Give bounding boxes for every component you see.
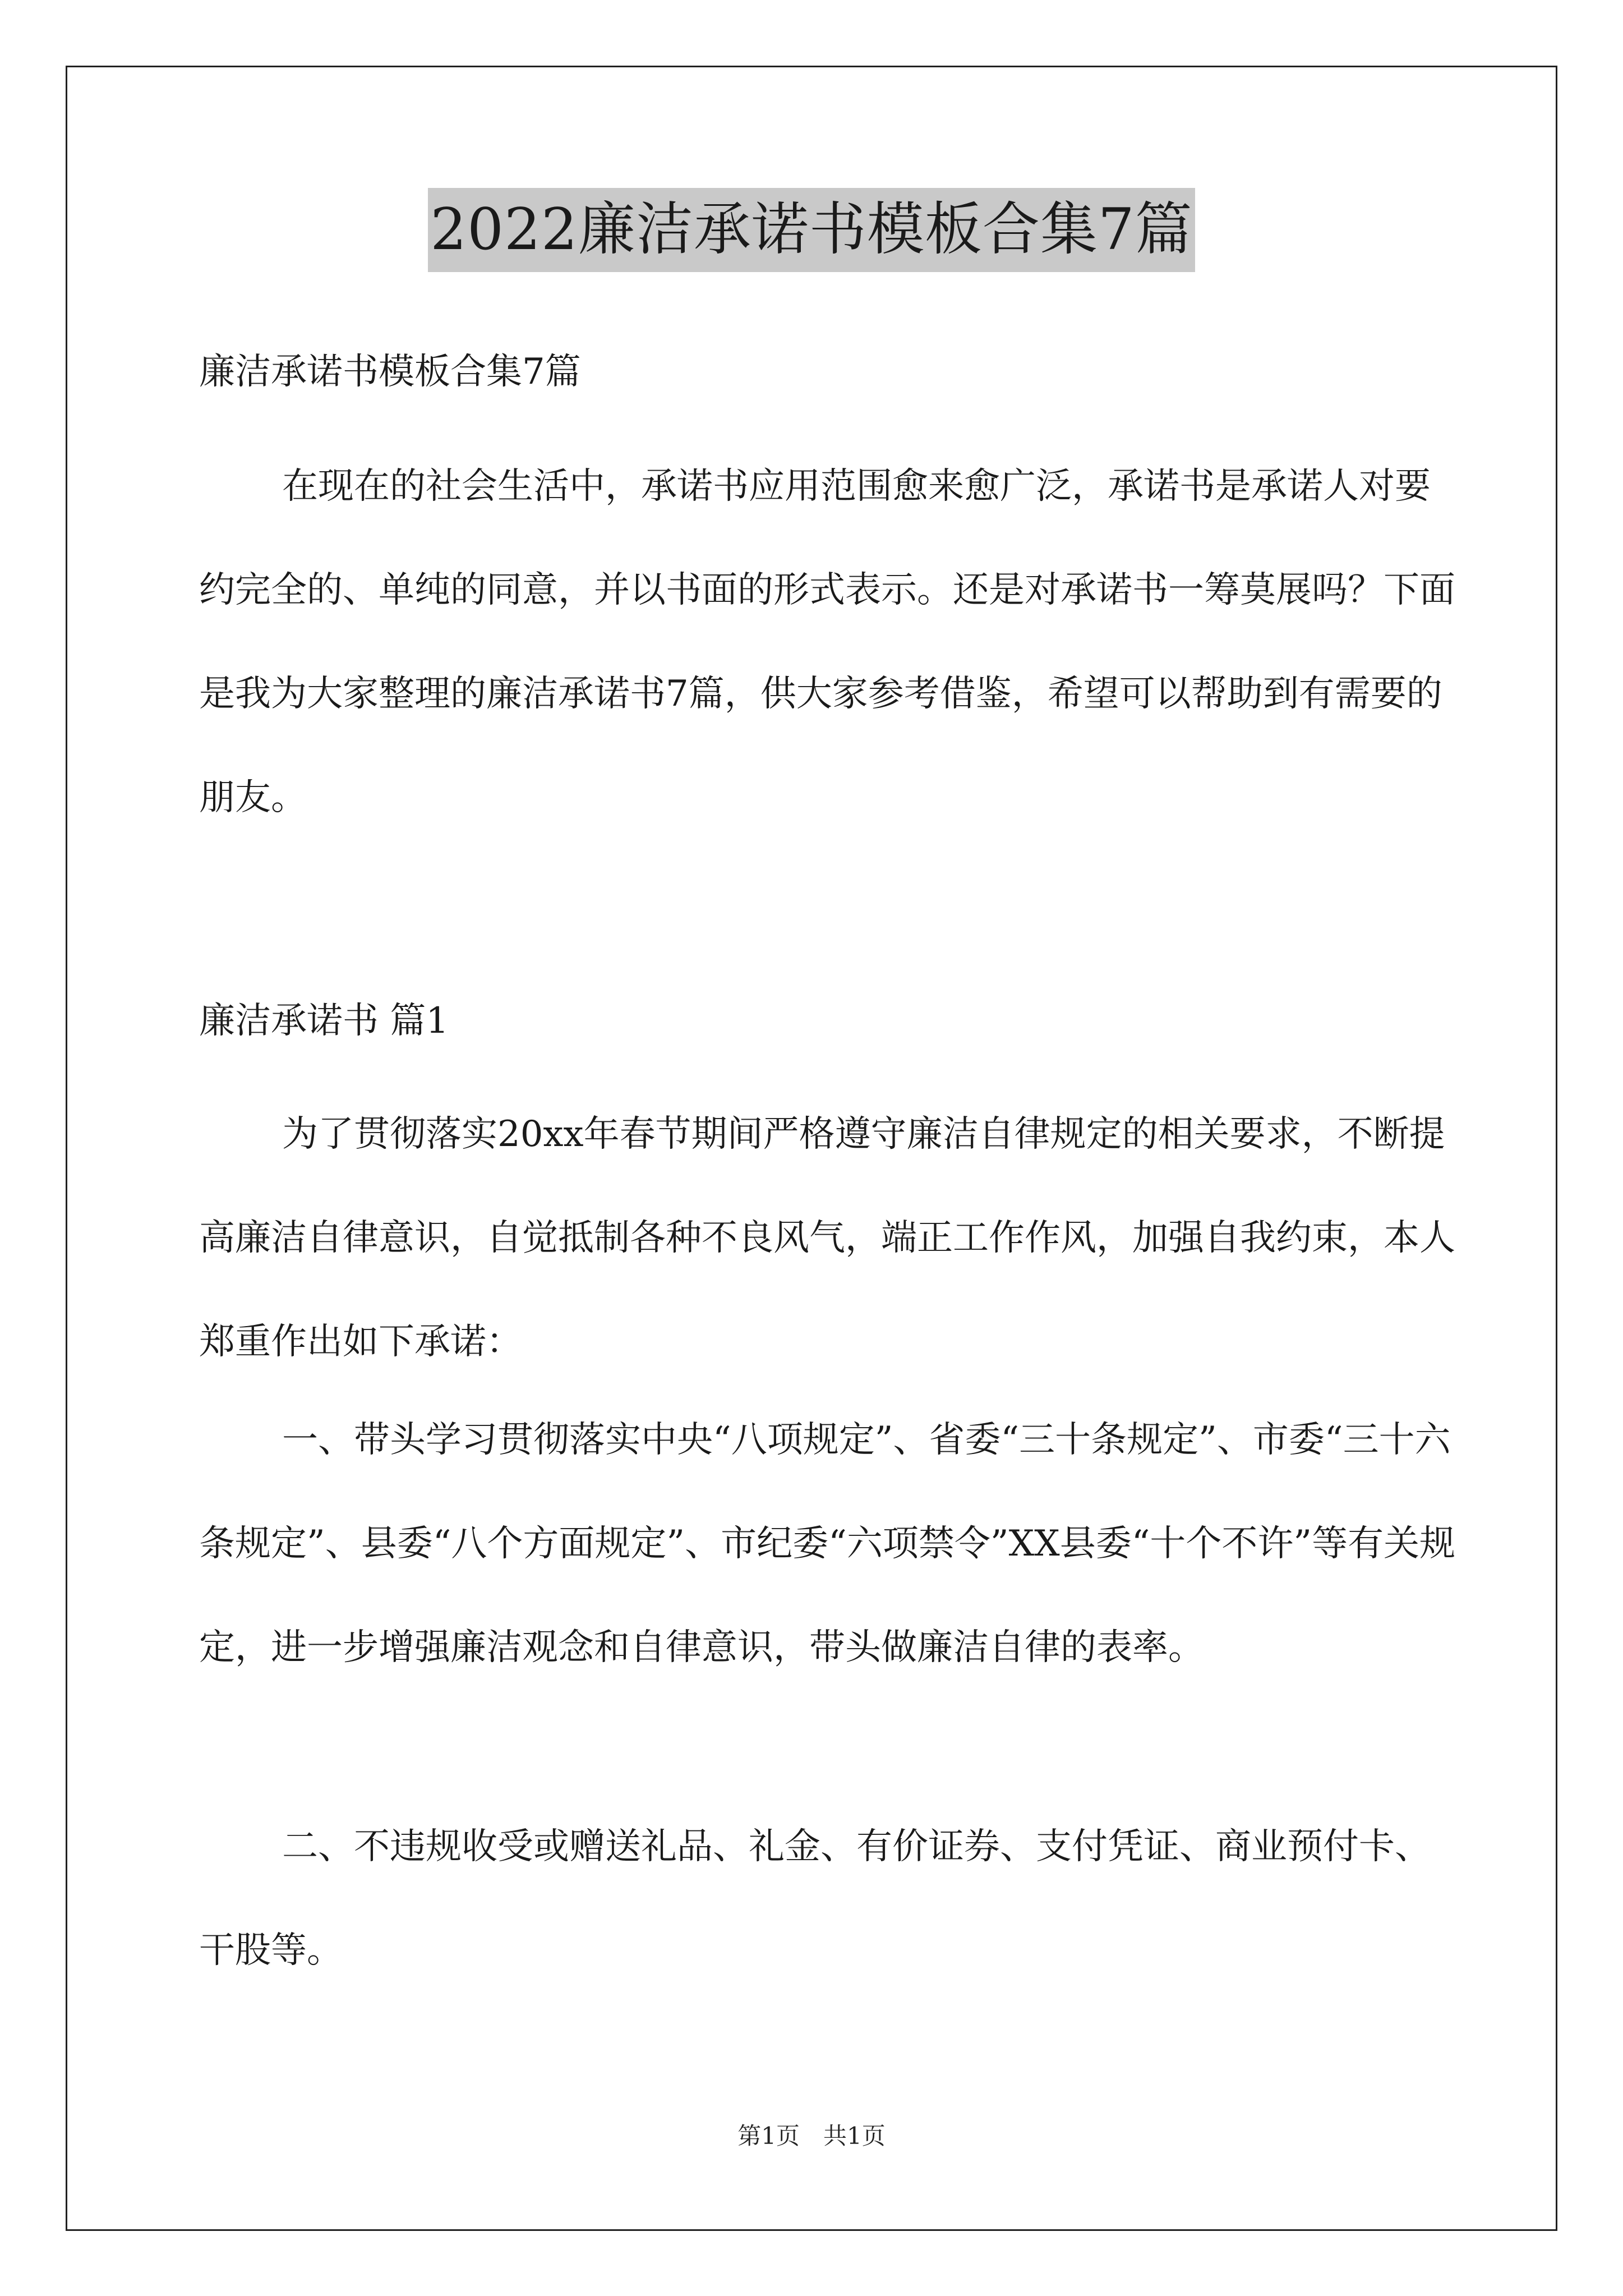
- section-heading: 廉洁承诺书 篇1: [199, 1000, 449, 1042]
- title-container: [0, 188, 1623, 272]
- document-subtitle: 廉洁承诺书模板合集7篇: [199, 351, 581, 393]
- page-footer: 第1页 共1页: [737, 2122, 886, 2150]
- body-paragraph-1: 为了贯彻落实20xx年春节期间严格遵守廉洁自律规定的相关要求，不断提高廉洁自律意识，自觉抵制各种不良风气，端正工作作风，加强自我约束，本人郑重作出如下承诺：: [199, 1114, 1455, 1363]
- intro-paragraph: 在现在的社会生活中，承诺书应用范围愈来愈广泛，承诺书是承诺人对要约完全的、单纯的同意，并以书面的形式表示。还是对承诺书一筹莫展吗？下面是我为大家整理的廉洁承诺书7篇，供大家参考借鉴，希望可以帮助到有需要的朋友。: [199, 466, 1455, 818]
- body-paragraph-2: 一、带头学习贯彻落实中央“八项规定”、省委“三十条规定”、市委“三十六条规定”、县委“八个方面规定”、市纪委“六项禁令”XX县委“十个不许”等有关规定，进一步增强廉洁观念和自律意识，带头做廉洁自律的表率。: [199, 1419, 1456, 1668]
- body-paragraph-3: 二、不违规收受或赠送礼品、礼金、有价证券、支付凭证、商业预付卡、干股等。: [199, 1826, 1431, 1971]
- document-title: 2022廉洁承诺书模板合集7篇: [428, 188, 1195, 272]
